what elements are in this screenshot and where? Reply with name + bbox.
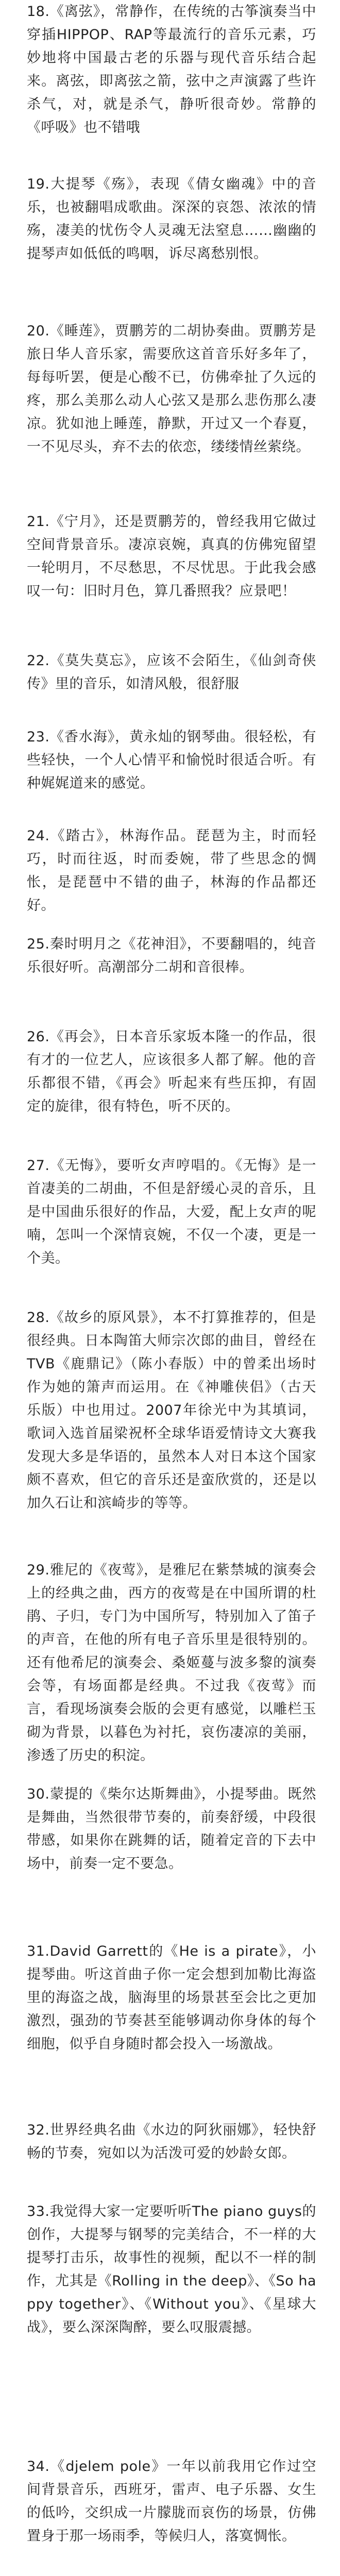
entry-text: 《djelem pole》一年以前我用它作过空间背景音乐，西班牙，雷声、电子乐器、女生的低吟，交织成一片朦胧而哀伤的场景，仿佛置身于那一场雨季，等候归人，落寞惆怅。	[27, 2459, 316, 2544]
entry-text: 《踏古》，林海作品。琵琶为主，时而轻巧，时而往返，时而委婉，带了些思念的惆怅，是琵琶中不错的曲子，林海的作品都还好。	[27, 828, 316, 913]
entry-text: David Garrett的《He is a pirate》，小提琴曲。听这首曲子你一定会想到加勒比海盗里的海盗之战，脑海里的场景甚至会比之更加激烈，强劲的节奏甚至能够调动你身体的每个细胞，似乎自身随时都会投入一场激战。	[27, 1943, 316, 2052]
entry-number: 34.	[27, 2459, 50, 2475]
entry-34	[27, 2455, 316, 2548]
entry-text: 《香水海》，黄永灿的钢琴曲。很轻松，有些轻快，一个人心情平和愉悦时很适合听。有种娓娓道来的感觉。	[27, 729, 316, 791]
entry-21	[27, 510, 316, 603]
entry-text: 《再会》，日本音乐家坂本隆一的作品，很有才的一位艺人，应该很多人都了解。他的音乐都很不错，《再会》听起来有些压抑，有固定的旋律，很有特色，听不厌的。	[27, 1029, 316, 1114]
entry-number: 18.	[27, 4, 50, 20]
entry-20	[27, 319, 316, 459]
entry-text: 大提琴《殇》，表现《倩女幽魂》中的音乐，也被翻唱成歌曲。深深的哀怨、浓浓的情殇，凄美的忧伤令人灵魂无法窒息……幽幽的提琴声如低低的鸣咽，诉尽离愁别恨。	[27, 176, 316, 262]
entry-text: 《无悔》，要听女声哼唱的。《无悔》是一首凄美的二胡曲，不但是舒缓心灵的音乐，且是中国曲乐很好的作品，大爱，配上女声的呢喃，怎叫一个深情哀婉，不仅一个凄，更是一个美。	[27, 1158, 316, 1266]
entry-text: 蒙提的《柴尔达斯舞曲》，小提琴曲。既然是舞曲，当然很带节奏的，前奏舒缓，中段很带感，如果你在跳舞的话，随着定音的下去中场中，前奏一定不要急。	[27, 1786, 316, 1872]
entry-23	[27, 725, 316, 795]
entry-26	[27, 1025, 316, 1118]
entry-24	[27, 824, 316, 917]
entry-text: 世界经典名曲《水边的阿狄丽娜》，轻快舒畅的节奏，宛如以为活泼可爱的妙龄女郎。	[27, 2122, 316, 2161]
entry-29	[27, 1558, 316, 1767]
entry-number: 26.	[27, 1029, 50, 1045]
entry-text: 《宁月》，还是贾鹏芳的，曾经我用它做过空间背景音乐。凄凉哀婉，真真的仿佛宛留望一轮明月，不尽愁思，不尽忧思。于此我会感叹一句：旧时月色，算几番照我？应景吧！	[27, 514, 316, 599]
entry-text: 《离弦》，常静作，在传统的古筝演奏当中穿插HIPPOP、RAP等最流行的音乐元素，巧妙地将中国最古老的乐器与现代音乐结合起来。离弦，即离弦之箭，弦中之声演露了些许杀气，对，就是杀气，静听很奇妙。常静的《呼吸》也不错哦	[27, 4, 316, 135]
entry-number: 20.	[27, 323, 50, 339]
entry-text: 雅尼的《夜莺》，是雅尼在紫禁城的演奏会上的经典之曲，西方的夜莺是在中国所谓的杜鹃、子归，专门为中国所写，特别加入了笛子的声音，在他的所有电子音乐里是很特别的。还有他希尼的演奏会、桑姬蔓与波多黎的演奏会等，有场面都是经典。不过我《夜莺》而言，看现场演奏会版的会更有感觉，以雕栏玉砌为背景，以暮色为衬托，哀伤凄凉的美丽，渗透了历史的积淀。	[27, 1562, 316, 1764]
entry-text: 我觉得大家一定要听听The piano guys的创作，大提琴与钢琴的完美结合，不一样的大提琴打击乐，故事性的视频，配以不一样的制作，尤其是《Rolling in the deep》、《So happy together》、《Without you》、《星球大战》，要么深深陶醉，要么叹服震撼。	[27, 2204, 316, 2335]
entry-number: 25.	[27, 936, 50, 952]
entry-22	[27, 649, 316, 696]
entry-33	[27, 2200, 316, 2339]
entry-number: 21.	[27, 514, 50, 530]
entry-number: 19.	[27, 176, 50, 192]
entry-number: 27.	[27, 1158, 50, 1174]
entry-number: 28.	[27, 1310, 50, 1326]
entry-number: 33.	[27, 2204, 50, 2219]
entry-28	[27, 1306, 316, 1515]
entry-number: 22.	[27, 653, 50, 669]
entry-number: 24.	[27, 828, 50, 844]
entry-number: 30.	[27, 1786, 50, 1802]
entry-30	[27, 1783, 316, 1875]
entry-19	[27, 173, 316, 265]
entry-number: 31.	[27, 1943, 50, 1959]
entry-25	[27, 933, 316, 979]
entry-number: 23.	[27, 729, 50, 745]
entry-text: 《莫失莫忘》，应该不会陌生，《仙剑奇侠传》里的音乐，如清风般，很舒服	[27, 653, 316, 692]
entry-27	[27, 1154, 316, 1270]
entry-number: 32.	[27, 2122, 50, 2138]
entry-text: 秦时明月之《花神泪》，不要翻唱的，纯音乐很好听。高潮部分二胡和音很棒。	[27, 936, 316, 975]
entry-31	[27, 1940, 316, 2056]
entry-number: 29.	[27, 1562, 50, 1578]
entry-32	[27, 2119, 316, 2165]
entry-text: 《故乡的原风景》，本不打算推荐的，但是很经典。日本陶笛大师宗次郎的曲目，曾经在TVB《鹿鼎记》（陈小春版）中的曾柔出场时作为她的箫声而运用。在《神雕侠侣》（古天乐版）中也用过。2007年徐光中为其填词，歌词入选首届梁祝杯全球华语爱情诗文大赛我发现大多是华语的，虽然本人对日本这个国家颇不喜欢，但它的音乐还是蛮欣赏的，还是以加久石让和滨崎步的等等。	[27, 1310, 316, 1511]
entry-18	[27, 0, 316, 139]
entry-text: 《睡莲》，贾鹏芳的二胡协奏曲。贾鹏芳是旅日华人音乐家，需要欣这首音乐好多年了，每每听罢，便是心酸不已，仿佛牵扯了久远的疼，那么美那么动人心弦又是那么悲伤那么凄凉。犹如池上睡莲，静默，开过又一个春夏，一不见尽头，弃不去的依恋，缕缕情丝萦绕。	[27, 323, 316, 455]
